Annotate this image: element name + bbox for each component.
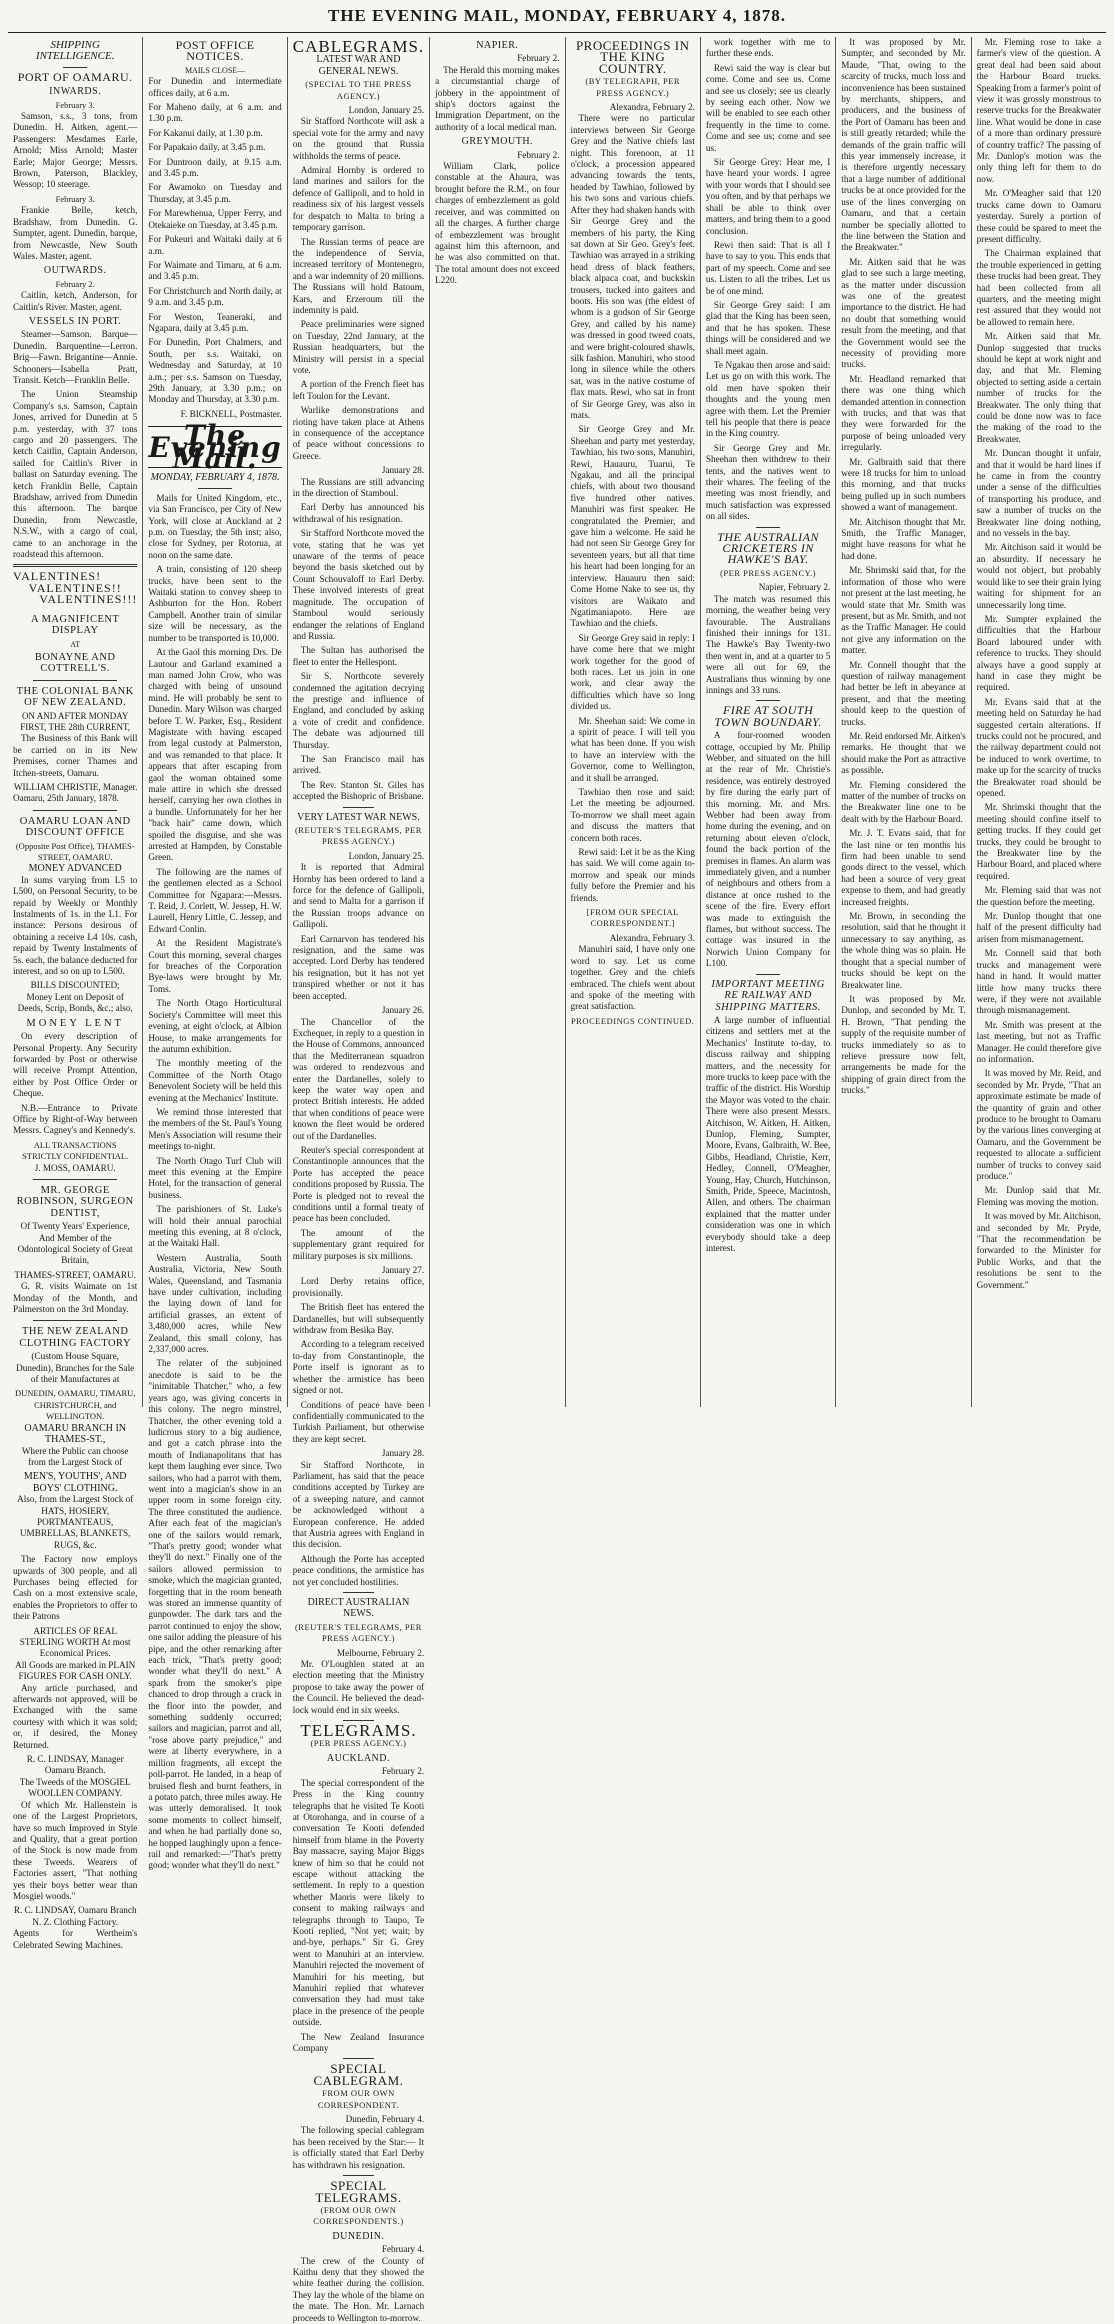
auckland-heading: AUCKLAND.	[326, 1752, 390, 1764]
cable-sub-3: DIRECT AUSTRALIAN NEWS.	[307, 1597, 410, 1620]
king-country-paragraph: Rewi said: Let it be as the King has said. We will come again to-morrow and speak our minds fully before the Premier and his friends.	[570, 847, 695, 903]
cable-paragraph: Conditions of peace have been confidentially communicated to the Turkish Parliament, but otherwise they are kept secret.	[292, 1399, 425, 1444]
bank-text: The Business of this Bank will be carried on in its New Premises, corner Thames and Itchen-streets, Oamaru.	[13, 733, 138, 778]
king-country-paragraph: There were no particular interviews between Sir George Grey and the Native chiefs last night. This forenoon, at 11 o'clock, a procession appeared advancing towards the tents, headed by Tawhiao, followed by his two sons and various chiefs. After they had shaken hands with Sir George Grey and the members of his party, the King sat down at Sir Geo. Grey's feet. Tawhiao was arrayed in a striking head dress of black feathers, black alpaca coat, and buckskin trousers, tucked into gaiters and boots. His son was (the eldest of whom is a godson of Sir George Grey, and called by his name) was dressed in good tweed coats, and were bright-coloured shawls, silk fashion. Manuhiri, who stood long in silence while the others sat, was in the native costume of flax mats. Rewi, who sat in front of Sir George Grey, was also in mats.	[570, 113, 695, 420]
display-at: AT	[70, 639, 81, 649]
cable-paragraph: Sir Stafford Northcote will ask a special vote for the army and navy on the ground that Russia withholds the terms of peace.	[292, 116, 425, 161]
news-paragraph: The parishioners of St. Luke's will hold their annual parochial meeting this evening, at 8 o'clock, at the Waitaki Hall.	[148, 1204, 282, 1249]
greymouth-text: William Clark, police constable at the Ahaura, was brought before the R.M., on four charges of embezzlement as gold receiver, and was committed on all the charges. A further charge of embezzlement was brought against him this afternoon, and he was also committed on that. The total amount does not exceed L220.	[435, 161, 560, 286]
king-country-paragraph: Tawhiao then rose and said: Let the meeting be adjourned. To-morrow we shall meet again and discuss the matters that concern both races.	[570, 787, 695, 843]
post-office-item: For Pukeuri and Waitaki daily at 6 a.m.	[148, 234, 282, 256]
news-paragraph: The following are the names of the gentlemen elected as a School Committee for Ngapara:—Messrs. T. Reid, J. Corlett, W. Jessep, H. W. Laurell, Henry Little, C. Jessep, and Edward Conlin.	[148, 866, 282, 934]
dateline: MONDAY, FEBRUARY 4, 1878.	[150, 472, 280, 484]
cable-agency-2: (REUTER'S TELEGRAMS, PER PRESS AGENCY.)	[294, 825, 422, 847]
meeting-paragraph: Mr. Connell said that both trucks and management were hand in hand. It would matter little how many trucks there were, if they were not available through mismanagement.	[976, 948, 1102, 1016]
cricket-text: The match was resumed this morning, the weather being very favourable. The Australians finished their innings for 131. The Hawke's Bay Twenty-two then went in, and at a quarter to 5 were all out for 69, the Australians thus winning by one innings and 33 runs.	[705, 593, 831, 695]
clothing-goods: MEN'S, YOUTHS', AND BOYS' CLOTHING.	[23, 1471, 127, 1494]
meeting-paragraph: Mr. Dunlop said that Mr. Fleming was moving the motion.	[976, 1185, 1102, 1207]
dunedin-text: The crew of the County of Kaithu deny that they showed the white feather during the collision. They lay the whole of the blame on the mate. The Hon. Mr. Larnach proceeds to Wellington to-morrow.	[292, 2255, 425, 2323]
inwards-heading: INWARDS.	[49, 86, 102, 98]
post-office-item: For Marewhenua, Upper Ferry, and Otekaieke on Tuesday, at 3.45 p.m.	[148, 208, 282, 230]
meeting-paragraph: The Chairman explained that the trouble experienced in getting these trucks had been great. They had been collected from all quarters, and the meeting might rest assured that they would not be allowed to remain here.	[976, 248, 1102, 327]
cable-date-7: Melbourne, February 2.	[336, 1647, 425, 1658]
cable-paragraph: Lord Derby retains office, provisionally.	[292, 1276, 425, 1298]
king-country-paragraph: work together with me to further these ends.	[705, 37, 831, 59]
cable-paragraph: The Sultan has authorised the fleet to enter the Hellespont.	[292, 645, 425, 667]
cable-paragraph: The Chancellor of the Exchequer, in reply to a question in the House of Commons, announced that the Mediterranean squadron was ordered to rendezvous and enter the Dardanelles, solely to keep the water way open and protect British interests. He added that when conditions of peace were known the fleet would be ordered out of the Dardanelles.	[292, 1016, 425, 1141]
king-country-paragraph: Sir George Grey: Hear me, I have heard your words. I agree with your words that I should see you often, and by that perhaps we shall be able to think over matters, and bring them to a good conclusion.	[705, 157, 831, 236]
dentist-heading: MR. GEORGE ROBINSON, SURGEON DENTIST,	[16, 1184, 134, 1219]
cable-block-7	[293, 1659, 424, 1716]
dentist-note: G. R. visits Waimate on 1st Monday of the Month, and Palmerston on the 3rd Monday.	[13, 1281, 138, 1315]
meeting-paragraph: Mr. O'Meagher said that 120 trucks came down to Oamaru yesterday. Surely a portion of these could be spared to meet the present difficulty.	[976, 188, 1102, 244]
shipping-heading: SHIPPING INTELLIGENCE.	[35, 39, 115, 63]
clothing-towns: DUNEDIN, OAMARU, TIMARU, CHRISTCHURCH, and WELLINGTON.	[14, 1388, 136, 1422]
cable-date-3: London, January 25.	[348, 850, 425, 861]
cable-paragraph: The amount of the supplementary grant required for military purposes is six millions.	[292, 1227, 425, 1261]
cable-date-6: January 28.	[381, 1448, 425, 1459]
lindsay-2: R. C. LINDSAY, Oamaru Branch N. Z. Clothing Factory.	[13, 1905, 137, 1927]
post-office-item: For Dunedin, Port Chalmers, and South, per s.s. Waitaki, on Wednesday and Saturday, at 10 a.m.; per s.s. Samson on Tuesday, 29th January, at 3.30 p.m.; on Monday and Thursday, at 3.30 p.m.	[148, 337, 282, 405]
meeting-paragraph: It was proposed by Mr. Sumpter, and seconded by Mr. Maude, "That, owing to the scarcity of trucks, much loss and inconvenience has been sustained by merchants, shippers, and producers, and the business of the Port of Oamaru has been and is still greatly retarded; while the demands of the grain traffic will this year immensely increase, it is therefore urgently necessary that a large number of additional trucks be at once provided for the use of the lines converging on Oamaru, and that a certain number be specially allotted to the line between the Station and the Breakwater."	[841, 37, 966, 253]
telegrams-sub: (PER PRESS AGENCY.)	[310, 1738, 407, 1749]
cable-paragraph: The Russian terms of peace are the independence of Servia, increased territory of Montenegro, and a war indemnity of 20 millions. The Russians will hold Batoum, Kars, and Erzeroum till the indemnity is paid.	[292, 236, 425, 315]
column-1	[8, 37, 143, 1950]
meeting-body	[841, 37, 965, 1097]
column-8	[972, 37, 1106, 1407]
post-office-item: For Maheno daily, at 6 a.m. and 1.30 p.m.	[148, 102, 282, 124]
loan-heading: OAMARU LOAN AND DISCOUNT OFFICE	[19, 815, 131, 839]
napier-heading: NAPIER.	[476, 40, 519, 51]
news-paragraph: Western Australia, South Australia, Victoria, New South Wales, Queensland, and Tasmania have under cultivation, including the laying down of land for artificial grasses, an extent of 3,480,000 acres, while New Zealand, this small colony, has 2,337,000 acres.	[148, 1252, 282, 1355]
valentines-3: VALENTINES!!!	[39, 592, 138, 607]
bank-on: ON AND AFTER MONDAY FIRST, THE 28th CURRENT,	[20, 710, 131, 732]
king-country-continued: PROCEEDINGS CONTINUED.	[571, 1015, 695, 1026]
meeting-paragraph: Mr. Duncan thought it unfair, and that it would be hard lines if he came in from the country under a sense of the difficulties of transporting his produce, and saw a number of trucks on the Breakwater line doing nothing, and no vessels in the bay.	[976, 448, 1102, 539]
king-country-date: Alexandra, February 2.	[609, 102, 695, 113]
special-cable-heading: SPECIAL CABLEGRAM.	[313, 2061, 404, 2088]
king-country-paragraph: Sir George Grey said in reply: I have come here that we might work together for the good of both races. Let us join in one work, and clear away the difficulties which have so long divided us.	[570, 632, 695, 712]
post-office-heading: POST OFFICE NOTICES.	[175, 38, 255, 64]
news-paragraph: The North Otago Horticultural Society's Committee will meet this evening, at eight o'clock, at Albion House, to make arrangements for the autumn exhibition.	[148, 998, 282, 1054]
cable-paragraph: According to a telegram received to-day from Constantinople, the Porte itself is ignorant as to whether the armistice has been signed or not.	[292, 1339, 425, 1396]
bank-sign: WILLIAM CHRISTIE, Manager.	[13, 781, 138, 792]
valentines-1: VALENTINES!	[13, 569, 102, 584]
post-office-item: For Weston, Teaneraki, and Ngapara, daily at 3.45 p.m.	[148, 311, 282, 333]
dentist-text: Of Twenty Years' Experience, And Member of the Odontological Society of Great Britain,	[17, 1221, 133, 1266]
cable-block-5	[293, 1276, 424, 1445]
cable-paragraph: Earl Derby has announced his withdrawal of his resignation.	[292, 502, 425, 524]
fire-heading: FIRE AT SOUTH TOWN BOUNDARY.	[714, 703, 822, 729]
cable-paragraph: Earl Carnarvon has tendered his resignation, and the same was accepted. Lord Derby has tendered his resignation, but it has not yet transpired whether or not it has been accepted.	[292, 933, 425, 1001]
outwards-date: February 2.	[55, 278, 95, 289]
special-telegrams-heading: SPECIAL TELEGRAMS.	[315, 2178, 402, 2205]
outwards-text: Caitlin, ketch, Anderson, for Caitlin's River. Master, agent.	[13, 290, 138, 312]
meeting-paragraph: Mr. Aitchison thought that Mr. Smith, the Traffic Manager, might have reasons for what he had done.	[841, 516, 966, 561]
clothing-factory: The Factory now employs upwards of 300 people, and all Purchases being effected for Cash on a most extensive scale, enables the Proprietors to offer to their Patrons	[13, 1554, 138, 1622]
clothing-plain: All Goods are marked in PLAIN FIGURES FOR CASH ONLY.	[15, 1659, 136, 1682]
meeting-paragraph: Mr. Dunlop thought that one half of the present difficulty had arisen from mismanagement.	[976, 911, 1102, 944]
meeting-paragraph: Mr. Brown, in seconding the resolution, said that he thought it unnecessary to say anything, as the whole thing was so plain. He thought that a special number of trucks should be kept on the Breakwater line.	[841, 911, 966, 990]
confidential: ALL TRANSACTIONS STRICTLY CONFIDENTIAL.	[22, 1139, 129, 1162]
money-lent: MONEY LENT	[26, 1017, 124, 1029]
clothing-articles: ARTICLES OF REAL STERLING WORTH At most Economical Prices.	[19, 1625, 131, 1659]
inwards-text-2: Frankie Belle, ketch, Bradshaw, from Dunedin. G. Sumpter, agent. Dunedin, barque, from Newcastle, New South Wales. Master, agent.	[13, 205, 138, 261]
clothing-also: Also, from the Largest Stock of HATS, HOSIERY, PORTMANTEAUS, UMBRELLAS, BLANKETS, RUGS, &c.	[17, 1494, 134, 1550]
telegrams-heading: TELEGRAMS.	[300, 1721, 417, 1741]
cable-paragraph: Sir Stafford Northcote, in Parliament, has said that the peace conditions accepted by Turkey are of a sweeping nature, and cannot be acknowledged without a European conference. He added that Austria agrees with England in this decision.	[292, 1459, 425, 1550]
post-office-item: For Kakanui daily, at 1.30 p.m.	[148, 127, 263, 138]
column-2	[143, 37, 287, 1871]
meeting-paragraph: Mr. Evans said that at the meeting held on Saturday he had suggested certain alterations. If trucks could not be procured, and the railway department could not be induced to work overtime, to make up for the scarcity of trucks the Breakwater road should be opened.	[976, 696, 1102, 798]
post-office-list	[148, 76, 281, 406]
mails-close: MAILS CLOSE—	[184, 65, 246, 75]
news-paragraph: At the Resident Magistrate's Court this morning, several charges for breaches of the Corporation Bye-laws were brought by Mr. Toms.	[148, 938, 282, 994]
money-lent-text: On every description of Personal Property. Any Security forwarded by Post or otherwise will receive Prompt Attention, either by Post Office Order or Cheque.	[13, 1031, 138, 1099]
cablegrams-heading: CABLEGRAMS.	[292, 37, 425, 56]
cable-paragraph: Admiral Hornby is ordered to land marines and sailors for the defence of Gallipoli, and to hold in readiness six of his largest vessels for despatch to Malta to bring a temporary garrison.	[292, 165, 425, 233]
meeting-paragraph: Mr. Aitchison said it would be an absurdity. If necessary he would not object, but probably would like to see their grain lying waiting for shipment for an unnecessarily long time.	[976, 542, 1102, 610]
loan-text: In sums varying from L5 to L500, on Personal Security, to be repaid by Weekly or Monthly Instalments of 1s. in the L1. For instance: Persons desirous of obtaining a receive L4 10s. cash, repaid by Twenty Instalments of 5s. each, the balance deducted for interest, and so on up to L500.	[13, 874, 138, 977]
fire-text: A four-roomed wooden cottage, occupied by Mr. Philip Webber, and situated on the hill at the rear of Mr. Christie's residence, was entirely destroyed by fire during the early part of this morning. Mr. and Mrs. Webber had been away from home during the evening, and on returning about eleven o'clock, found the back portion of the premises in flames. An alarm was immediately given, and a number of neighbours and others from a distance at once rushed to the scene of the fire. Every effort was made to extinguish the flames, but without success. The cottage was insured in the Norwich Union Company for L100.	[705, 730, 831, 969]
dunedin-heading: DUNEDIN.	[332, 2230, 385, 2242]
cricket-date: Napier, February 2.	[758, 582, 831, 593]
cable-paragraph: The Rev. Stanton St. Giles has accepted the Bishopric of Brisbane.	[292, 779, 425, 802]
bank-date: Oamaru, 25th January, 1878.	[13, 793, 120, 804]
meeting-paragraph: Mr. Fleming considered the matter of the number of trucks on the Breakwater line one to be dealt with by the Harbour Board.	[841, 779, 966, 824]
meeting-body-2	[977, 37, 1101, 1291]
display-shop: BONAYNE AND COTTRELL'S.	[34, 651, 116, 675]
meeting-paragraph: Mr. Reid endorsed Mr. Aitken's remarks. He thought that we should make the Port as attractive as possible.	[841, 730, 966, 776]
display-ad: A MAGNIFICENT DISPLAY	[30, 613, 120, 637]
inwards-date: February 3.	[55, 99, 95, 110]
news-paragraph: Mails for United Kingdom, etc., via San Francisco, per City of New York, will close at Auckland at 2 p.m. on Tuesday, the 5th inst; also, close for Sydney, per Rotorua, at noon on the same date.	[148, 492, 282, 560]
loan-sub: (Opposite Post Office), THAMES-STREET, OAMARU.	[15, 840, 135, 862]
bank-heading: THE COLONIAL BANK OF NEW ZEALAND.	[16, 685, 134, 709]
meeting-paragraph: Mr. Shrimski said that, for the information of those who were not present at the last meeting, he would state that Mr. Smith was present, but as Mr. Smith, and not as the Traffic Manager. He could not give any information on the matter.	[841, 565, 966, 656]
king-country-paragraph: Mr. Sheehan said: We come in a spirit of peace. I will tell you what has been done. If you wish to have an interview with the Governor, come to Wellington, and it shall be arranged.	[570, 715, 695, 783]
meeting-paragraph: Mr. Fleming said that was not the question before the meeting.	[976, 885, 1102, 907]
king-country-paragraph: Sir George Grey and Mr. Sheehan and party met yesterday, Tawhiao, his two sons, Manuhiri, Rewi, Hauauru, Tuarui, Te Ngakau, and all the principal chiefs, with about two thousand five hundred other natives. Manuhiri was first speaker. He congratulated the Premier, and gave him a welcome. He said he had not seen Sir George Grey for seventeen years, but all that time his heart had been longing for an interview. Hauauru then said: Come Home Nake to see us, thy visitors are Waikato and Ngatimaniapoto. Here are Tawhiao and the chiefs.	[570, 424, 695, 629]
cricket-heading: THE AUSTRALIAN CRICKETERS IN HAWKE'S BAY.	[717, 529, 819, 567]
cable-date-5: January 27.	[381, 1265, 425, 1276]
post-office-item: For Waimate and Timaru, at 6 a.m. and 3.45 p.m.	[148, 259, 282, 282]
column-5	[566, 37, 701, 1407]
news-paragraph: At the Gaol this morning Drs. De Lautour and Garland examined a man named John Crow, who was charged with being of unsound mind. He will probably be sent to Dunedin. Mary Wilson was charged before T. W. Parker, Esq., Resident Magistrate with having escaped from legal custody at Palmerston, and was remanded to that place. It appears that after escaping from gaol the woman obtained some male attire in which she dressed herself, carrying her own clothes in a bundle. Unfortunately for her her "back hair" came down, which spoiled the disguise, and she was arrested at Hampden, by Constable Green.	[148, 647, 282, 863]
cable-paragraph: Mr. O'Loughlen stated at an election meeting that the Ministry propose to take away the power of the Council. He believed the dead-lock would end in six weeks.	[292, 1659, 425, 1715]
meeting-paragraph: Mr. Sumpter explained the difficulties that the Harbour Board laboured under with reference to trucks. They should always have a good supply at hand in case they might be required.	[976, 613, 1102, 693]
cable-agency: (SPECIAL TO THE PRESS AGENCY.)	[305, 79, 412, 101]
lindsay-1: R. C. LINDSAY, Manager Oamaru Branch.	[26, 1754, 124, 1776]
cable-date-1: London, January 25.	[348, 105, 425, 116]
meeting-paragraph: Mr. Headland remarked that there was one thing which demanded attention in connection with trucks, and that was that they were forwarded for the purpose of being unloaded very irregularly.	[841, 373, 966, 453]
cable-paragraph: It is reported that Admiral Hornby has been ordered to land a force for the defence of Gallipoli, and send to Malta for a garrison if the Russian troops advance on Gallipoli.	[292, 862, 425, 930]
masthead: THE EVENING MAIL, MONDAY, FEBRUARY 4, 1878.	[8, 6, 1106, 33]
dunedin-date: February 4.	[381, 2244, 425, 2255]
news-paragraph: A train, consisting of 120 sheep trucks, have been sent to the Waitaki station to convey sheep to Ashburton for the Hon. Robert Campbell. Another train of similar size will be necessary, as the number to be transported is 10,000.	[148, 564, 282, 643]
cable-paragraph: Sir S. Northcote severely condemned the agitation decrying the prestige and influence of England, and concluded by asking a vote of credit and confidence. The debate was adjourned till Thursday.	[292, 671, 425, 750]
post-office-item: For Awamoko on Tuesday and Thursday, at 3.45 p.m.	[148, 182, 282, 204]
cable-paragraph: The British fleet has entered the Dardanelles, but will subsequently withdraw from Besika Bay.	[292, 1302, 425, 1336]
cable-block-6	[293, 1460, 424, 1588]
agents: Agents for Wertheim's Celebrated Sewing Machines.	[13, 1928, 138, 1950]
greymouth-date: February 2.	[517, 149, 560, 160]
bills-heading: BILLS DISCOUNTED;	[30, 980, 120, 991]
news-paragraph: We remind those interested that the members of the St. Paul's Young Men's Association will resume their meetings to-night.	[148, 1106, 282, 1152]
cable-paragraph: The San Francisco mail has arrived.	[292, 753, 425, 776]
local-news	[148, 493, 281, 1872]
woollen-text: Of which Mr. Hallenstein is one of the Largest Proprietors, have so much Improved in Style and Quality, that a great portion of the Stock is now made from these Tweeds. Wearers of Factories assert, "That nothing yes their boys better wear than Mosgiel woods."	[13, 1799, 138, 1901]
special-telegrams-sub: (FROM OUR OWN CORRESPONDENTS.)	[313, 2204, 404, 2227]
cable-paragraph: A portion of the French fleet has left Toulon for the Levant.	[292, 379, 425, 401]
meeting-paragraph: It was moved by Mr. Aitchison, and seconded by Mr. Pryde, "That the recommendation be forwarded to the Minister for Public Works, and that the resolutions be sent to the Government."	[976, 1211, 1102, 1290]
cable-date-2: January 28.	[381, 465, 425, 476]
king-country-paragraph: Te Ngakau then arose and said: Let us go on with this work. The old men have spoken their thoughts and the young men agree with them. Let the Premier tell his people that there is peace in the King country.	[705, 359, 831, 439]
meeting-heading: IMPORTANT MEETING RE RAILWAY AND SHIPPING MATTERS.	[711, 978, 825, 1013]
loan-money: MONEY ADVANCED	[28, 863, 122, 875]
cable-date-4: January 26.	[381, 1005, 425, 1016]
cable-sub-2: VERY LATEST WAR NEWS.	[297, 811, 420, 823]
cable-paragraph: Sir Stafford Northcote moved the vote, stating that he was yet unaware of the terms of peace beyond the basis sketched out by Count Schouvaloff to Earl Derby. These involved interests of great magnitude. The occupation of Stamboul would seriously endanger the relations of England and Russia.	[292, 528, 425, 641]
moss: J. MOSS, OAMARU.	[34, 1162, 116, 1173]
post-office-item: For Dunedin and intermediate offices daily, at 6 a.m.	[148, 76, 282, 98]
king-country-paragraph: Rewi then said: That is all I have to say to you. This ends that part of my speech. Come and see us. Listen to all the tribes. Let us be of one mind.	[705, 239, 831, 296]
postmaster-sign: F. BICKNELL, Postmaster.	[180, 408, 282, 419]
port-heading: PORT OF OAMARU.	[17, 69, 133, 84]
meeting-paragraph: Mr. Connell thought that the question of railway management had better be left in abeyance at present, and that the meeting should keep to the question of trucks.	[841, 659, 966, 727]
cable-paragraph: Warlike demonstrations and rioting have taken place at Athens in consequence of the acceptance of peace without concessions to Greece.	[292, 405, 425, 461]
cable-block-3	[293, 862, 424, 1002]
nb-text: N.B.—Entrance to Private Office by Right-of-Way between Messrs. Cagney's and Kennedy's.	[13, 1102, 138, 1136]
dentist-address: THAMES-STREET, OAMARU.	[14, 1269, 136, 1280]
valentines-2: VALENTINES!!	[28, 580, 122, 595]
king-country-paragraph: Sir George Grey and Mr. Sheehan then withdrew to their tents, and the natives went to their whares. The feeling of the meeting was most friendly, and much satisfaction was expressed on all sides.	[705, 442, 831, 522]
cable-paragraph: Peace preliminaries were signed on Tuesday, 22nd January, at the Russian headquarters, but the Ministry will persist in a special vote.	[292, 319, 425, 375]
meeting-paragraph: Mr. Fleming rose to take a farmer's view of the question. A great deal had been said about the Harbour Board trucks. Speaking from a farmer's point of view it was grossly monstrous to reserve trucks for the Breakwater line. What would be done in case of a more than ordinary pressure of country traffic? The passing of Mr. Dunlop's motion was the only thing left for them to do now.	[976, 37, 1102, 184]
cable-block-4	[293, 1017, 424, 1263]
shipping-paragraph: The Union Steamship Company's s.s. Samson, Captain Jones, arrived for Dunedin at 5 p.m. yesterday, with 37 tons cargo and 20 passengers. The ketch Caitlin, Captain Anderson, sailed for Caitlin's River in ballast on Saturday evening. The ketch Franklin Belle, Captain Bradshaw, arrived from Dunedin this afternoon. The barque Dunedin, from Newcastle, N.S.W., with a cargo of coal, came to an anchorage in the roadstead this afternoon.	[13, 389, 138, 560]
news-paragraph: The monthly meeting of the Committee of the North Otago Benevolent Society will be held this evening at the Mechanics' Institute.	[148, 1058, 282, 1103]
napier-date: February 2.	[517, 53, 560, 64]
column-4	[430, 37, 565, 1407]
post-office-item: For Duntroon daily, at 9.15 a.m. and 3.45 p.m.	[148, 156, 282, 179]
outwards-heading: OUTWARDS.	[43, 265, 107, 277]
news-paragraph: The North Otago Turf Club will meet this evening at the Empire Hotel, for the transaction of general business.	[148, 1155, 282, 1200]
clothing-branch: OAMARU BRANCH IN THAMES-ST.,	[24, 1422, 127, 1446]
king-country-paragraph: Sir George Grey said: I am glad that the King has been seen, and that he has spoken. These things will be considered and we shall meet again.	[705, 299, 831, 356]
king-country-body	[571, 113, 695, 904]
column-3	[288, 37, 430, 2323]
king-country-cont	[706, 37, 830, 523]
auckland-text: The special correspondent of the Press in the King country telegraphs that he visited Te Kooti at Otorohanga, and in course of a conversation Te Kooti defended himself from blame in the Poverty Bay massacre, saying Major Biggs knew of him so that he could not escape without attacking the settlement. In reply to a question whether Maoris were likely to consent to making railways and telegraphs through to Taupo, Te Kooti replied, "Not yet; wait; by and-bye, perhaps." Sir G. Grey went to Manuhiri at an interview. Manuhiri rejected the movement of Manuhiri for his meeting, but Manuhiri replied that whatever conversation they had must take place in the presence of the people outside.	[292, 1777, 425, 2028]
cable-block-1	[293, 116, 424, 462]
woollen-heading: The Tweeds of the MOSGIEL WOOLLEN COMPANY.	[19, 1776, 131, 1799]
vessels-text: Steamer—Samson. Barque—Dunedin. Barquentine—Lerron. Brig—Fawn. Brigantine—Annie. Schooners—Isabella Pratt, Transit. Ketch—Franklin Belle.	[13, 329, 138, 385]
meeting-paragraph: Mr. Galbraith said that there were 18 trucks for him to unload this morning, and that trucks being pulled up in such numbers showed a want of management.	[841, 456, 966, 513]
post-office-item: For Papakaio daily, at 3.45 p.m.	[148, 142, 266, 153]
clothing-exchange: Any article purchased, and afterwards not approved, will be Exchanged with the same courtesy with which it was sold; or, if desired, the Money Returned.	[13, 1682, 138, 1750]
meeting-paragraph: Mr. Shrimski thought that the meeting should confine itself to getting trucks. If they could get trucks, they could be brought to the Breakwater line by the Harbour Board, and placed where required.	[976, 802, 1102, 881]
meeting-paragraph: It was moved by Mr. Reid, and seconded by Mr. Pryde, "That an approximate estimate be made of the quantity of grain and other produce to be brought to Oamaru by the various lines converging at Oamaru, and the Government be requested to allocate a sufficient number of trucks to convey said produce."	[976, 1068, 1102, 1181]
king-country-agency: (BY TELEGRAPH, PER PRESS AGENCY.)	[585, 76, 681, 98]
king-country-body-2	[571, 944, 695, 1012]
greymouth-heading: GREYMOUTH.	[461, 136, 534, 148]
cable-agency-3: (REUTER'S TELEGRAMS, PER PRESS AGENCY.)	[294, 1621, 422, 1644]
auckland-date: February 2.	[381, 1766, 425, 1777]
inwards-text: Samson, s.s., 3 tons, from Dunedin. H. Aitken, agent.—Passengers: Mesdames Earle, Arnold; Miss Arnold; Master Earle; Major George; Messrs. Brown, Paterson, Blackley, Wessop; 10 steerage.	[13, 111, 138, 190]
king-country-date-2: Alexandra, February 3.	[609, 932, 695, 943]
meeting-text: A large number of influential citizens and settlers met at the Mechanics' Institute to-day, to discuss railway and shipping matters, and the necessity for more trucks to keep pace with the traffic of the district. His Worship the Mayor was voted to the chair. There were also present Messrs. Aitchison, W. Aitken, H. Aitken, Dunlop, Fleming, Sumpter, Moore, Evans, Galbraith, W. Bee, Gibbs, Headland, Christie, Kerr, Hedley, Connell, O'Meagher, Young, Hay, Church, Hutchinson, Smith, Pride, Speece, Macintosh, Allen, and others. The chairman explained that the matter under consideration was one in which everybody should take a deep interest.	[705, 1014, 831, 1254]
paper-title: The Evening Mail.	[148, 419, 282, 475]
clothing-where: Where the Public can choose from the Largest Stock of	[21, 1445, 129, 1467]
napier-text: The Herald this morning makes a circumstantial charge of jobbery in the appointment of ship's doctors against the Immigration Department, on the authority of a local medical man.	[435, 64, 560, 132]
column-6	[701, 37, 836, 1407]
king-country-agency-2: [FROM OUR SPECIAL CORRESPONDENT.]	[586, 907, 679, 929]
meeting-paragraph: Mr. Aitken said that he was glad to see such a large meeting, as the matter under discussion was one of the greatest importance to the district. He had no doubt that something would result from the meeting, and that the Government would see the necessity of providing more trucks.	[841, 256, 966, 370]
news-paragraph: The relater of the subjoined anecdote is said to be the "inimitable Thatcher," who, a few years ago, was giving concerts in this colony. The negro minstrel, Thatcher, the other evening told a ludicrous story to a big audience, and got a catch phrase into the mouth of Indianapolitans that has kept them laughing ever since. Two sailors, who had a parrot with them, went into a magician's show in an upper room in some foreign city. The three constituted the audience. After each feat of the magician's one of the sailors would remark, "That's pretty good; wonder what they'll do next." Finally one of the sailors allowed permission to smoke, which the magician granted, forgetting that in the room beneath was stored an immense quantity of gunpowder. The dark tars and the parrot continued to enjoy the show, one sailor adding the pleasure of his pipe, and the other remarking after each trick, "That's pretty good; wonder what they'll do next." A spark from the smoker's pipe chanced to drop through a crack in the floor into the powder, and something suddenly occurred; sailors and magician, parrot and all, "rose above party prejudice," and were at liberty everywhere, in a million fragments, all except the poll-parrot. He landed, in a heap of bruised flesh and burnt feathers, in a potato patch, three miles away. He was utterly demoralised. It took some moments to collect himself, and when he had partially done so, he hopped laughingly upon a fence-rail and remarked:—"That's pretty good; wonder what they'll do next."	[148, 1358, 282, 1871]
king-country-heading: PROCEEDINGS IN THE KING COUNTRY.	[575, 38, 690, 76]
meeting-paragraph: It was proposed by Mr. Dunlop, and seconded by Mr. T. H. Brown, "That pending the supply of the requisite number of trucks immediately so as to relieve pressure now felt, arrangements be made for the shipping of grain direct from the trucks."	[841, 993, 966, 1096]
clothing-heading: THE NEW ZEALAND CLOTHING FACTORY	[19, 1326, 132, 1349]
meeting-paragraph: Mr. Aitken said that Mr. Dunlop suggested that trucks should be kept at work night and day, and that Mr. Fleming objected to setting aside a certain number of trucks for the Breakwater. The only thing that could be done now was to face the making of the road to the Breakwater.	[976, 331, 1102, 444]
meeting-paragraph: Mr. Smith was present at the last meeting, but not as Traffic Manager. He could therefore give no information.	[976, 1019, 1102, 1064]
inwards-date-2: February 3.	[55, 193, 95, 204]
special-cable-sub: FROM OUR OWN CORRESPONDENT.	[317, 2088, 400, 2110]
clothing-sub: (Custom House Square, Dunedin), Branches for the Sale of their Manufactures at	[16, 1351, 135, 1385]
special-cable-text: The following special cablegram has been received by the Star:— It is officially stated that Earl Derby has withdrawn his resignation.	[292, 2125, 425, 2170]
cricket-agency: (PER PRESS AGENCY.)	[720, 567, 817, 578]
cable-paragraph: Reuter's special correspondent at Constantinople announces that the Porte has accepted the peace conditions proposed by Russia. The Porte is pledged not to reveal the conditions until a formal treaty of peace has been concluded.	[292, 1144, 425, 1224]
vessels-heading: VESSELS IN PORT.	[28, 315, 122, 327]
meeting-paragraph: Mr. J. T. Evans said, that for the last nine or ten months his firm had been unable to send goods direct to the vessel, which had been a source of very great expense to them, and had greatly increased freights.	[841, 828, 966, 907]
bills-text: Money Lent on Deposit of Deeds, Scrip, Bonds, &c.; also,	[17, 991, 133, 1014]
cable-block-2	[293, 477, 424, 803]
post-office-item: For Christchurch and North daily, at 9 a.m. and 3.45 p.m.	[148, 285, 282, 308]
special-cable-date: Dunedin, February 4.	[345, 2114, 425, 2125]
cable-sub-1: LATEST WAR AND GENERAL NEWS.	[316, 54, 401, 77]
column-7	[836, 37, 971, 1407]
king-country-paragraph: Manuhiri said, I have only one word to say. Let us come together. Grey and the chiefs embraced. The chiefs went about and spoke of the meeting with great satisfaction.	[570, 944, 695, 1012]
cable-paragraph: Although the Porte has accepted peace conditions, the armistice has not yet concluded hostilities.	[292, 1553, 425, 1587]
nz-insurance: The New Zealand Insurance Company	[292, 2031, 425, 2054]
cable-paragraph: The Russians are still advancing in the direction of Stamboul.	[292, 476, 425, 499]
king-country-paragraph: Rewi said the way is clear but come. Come and see us. Come and see us closely; see us clearly by seeing each other. Now we will be enabled to see each other frequently in the time to come. Come and see us; come and see us.	[705, 62, 831, 153]
